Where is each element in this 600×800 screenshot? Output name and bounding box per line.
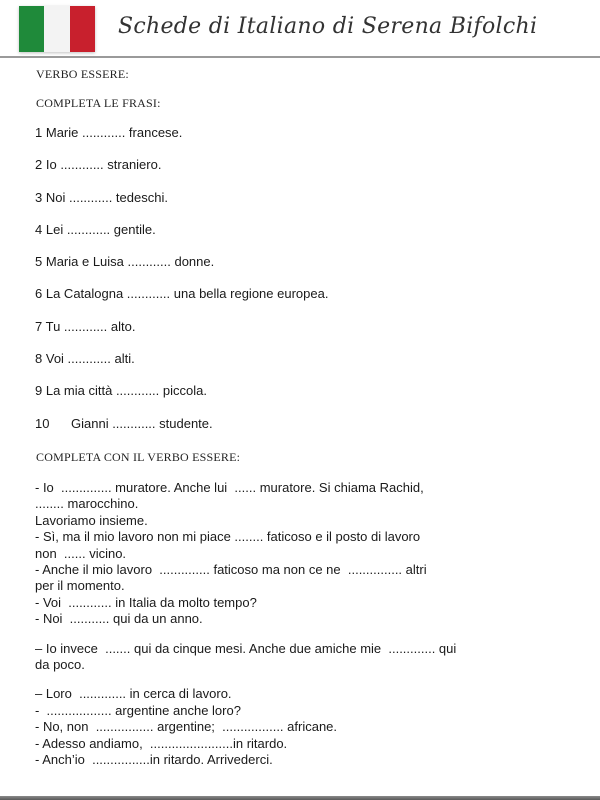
flag-stripe-green	[19, 6, 44, 52]
flag-stripe-red	[70, 6, 95, 52]
dialogue-line: - Anche il mio lavoro .............. faticoso ma non ce ne ............... altri	[35, 562, 427, 578]
item-number: 7	[35, 318, 43, 334]
dialogue-line: - Sì, ma il mio lavoro non mi piace ........ faticoso e il posto di lavoro	[35, 529, 421, 545]
exercise-item	[35, 156, 575, 188]
item-number: 10	[35, 415, 50, 431]
item-number: 8	[35, 351, 43, 367]
dialogue-line: - Anch’io ................in ritardo. Arrivederci.	[35, 752, 273, 768]
item-number: 6	[35, 286, 43, 302]
dialogue-line: – Io invece ....... qui da cinque mesi. Anche due amiche mie ............. qui	[35, 640, 457, 656]
flag-stripe-white	[44, 6, 69, 52]
item-text: Lei ............ gentile.	[45, 221, 156, 237]
exercise-item	[35, 124, 575, 156]
dialogue-line: Lavoriamo insieme.	[35, 512, 148, 528]
page-header	[0, 0, 600, 58]
header-divider	[0, 56, 600, 58]
item-text: Marie ............ francese.	[45, 125, 183, 140]
exercise-list	[35, 124, 575, 447]
item-number: 4	[35, 221, 43, 237]
exercise-item	[35, 253, 575, 285]
item-text: Noi ............ tedeschi.	[45, 189, 168, 205]
section1-heading: VERBO ESSERE:	[36, 67, 129, 81]
exercise-item	[35, 285, 575, 317]
dialogue-line: ........ marocchino.	[35, 496, 139, 512]
exercise-item	[35, 189, 575, 221]
dialogue-line: - Adesso andiamo, .......................in ritardo.	[35, 735, 288, 751]
item-text: Maria e Luisa ............ donne.	[45, 254, 215, 270]
dialogue-exercise	[35, 480, 565, 769]
item-text: Tu ............ alto.	[45, 318, 136, 334]
dialogue-line: - Io .............. muratore. Anche lui ...... muratore. Si chiama Rachid,	[35, 480, 424, 495]
item-number: 1	[35, 125, 43, 140]
item-number: 2	[35, 157, 43, 173]
exercise-item	[35, 415, 575, 447]
paragraph-gap	[35, 628, 565, 641]
exercise-item	[35, 318, 575, 350]
dialogue-line: per il momento.	[35, 578, 125, 594]
dialogue-line: non ...... vicino.	[35, 545, 127, 561]
item-text: La Catalogna ............ una bella regione europea.	[45, 286, 329, 302]
item-number: 5	[35, 254, 43, 270]
footer-divider	[0, 796, 600, 800]
dialogue-line: - Noi ........... qui da un anno.	[35, 611, 203, 627]
section1-instruction: COMPLETA LE FRASI:	[36, 96, 161, 110]
header-title: Schede di Italiano di Serena Bifolchi	[118, 14, 538, 39]
dialogue-line: - Voi ............ in Italia da molto tempo?	[35, 594, 257, 610]
exercise-item	[35, 221, 575, 253]
dialogue-line: – Loro ............. in cerca di lavoro.	[35, 686, 232, 702]
item-number: 3	[35, 189, 43, 205]
exercise-item	[35, 350, 575, 382]
paragraph-gap	[35, 673, 565, 686]
dialogue-line: - .................. argentine anche loro?	[35, 702, 241, 718]
dialogue-line: da poco.	[35, 657, 85, 673]
exercise-item	[35, 382, 575, 414]
item-text: Gianni ............ studente.	[71, 415, 213, 431]
item-text: Io ............ straniero.	[45, 157, 162, 173]
item-text: Voi ............ alti.	[45, 351, 135, 367]
dialogue-line: - No, non ................ argentine; ................. africane.	[35, 719, 338, 735]
section2-heading: COMPLETA CON IL VERBO ESSERE:	[36, 450, 241, 464]
item-text: La mia città ............ piccola.	[45, 383, 207, 399]
item-number: 9	[35, 383, 43, 399]
italian-flag-icon	[19, 6, 95, 52]
